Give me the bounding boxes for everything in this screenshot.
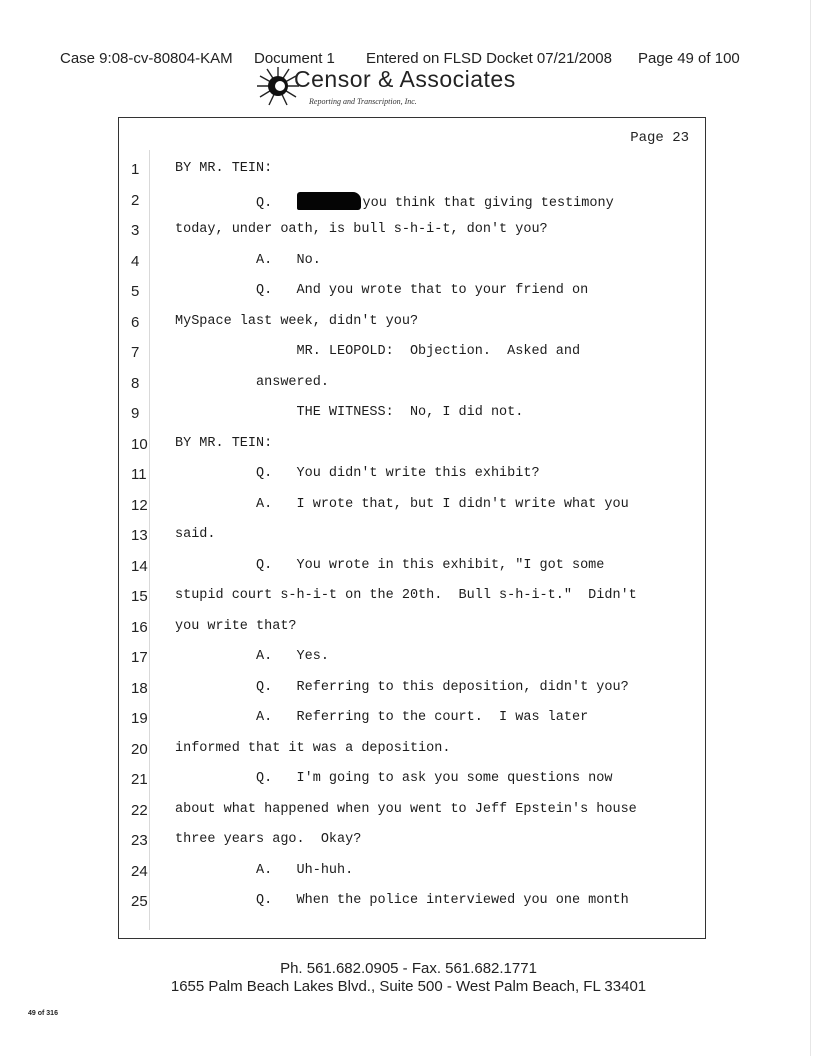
- footer-phone: Ph. 561.682.0905 - Fax. 561.682.1771: [280, 960, 537, 977]
- line-text: informed that it was a deposition.: [175, 740, 451, 756]
- line-number: 8: [131, 374, 140, 392]
- line-number: 20: [131, 740, 148, 758]
- line-text: said.: [175, 527, 216, 542]
- line-number: 23: [131, 832, 148, 849]
- line-text: Q. You wrote in this exhibit, "I got some: [175, 557, 605, 573]
- transcript-line: [119, 436, 705, 460]
- line-number: 12: [131, 496, 148, 514]
- line-text: today, under oath, is bull s-h-i-t, don't you?: [175, 222, 548, 237]
- line-number: 24: [131, 862, 148, 880]
- case-number: Case 9:08-cv-80804-KAM: [60, 50, 233, 67]
- line-text-prefix: Q.: [175, 195, 297, 211]
- transcript-line: [119, 283, 705, 307]
- line-text: MySpace last week, didn't you?: [175, 313, 419, 329]
- transcript-line: [119, 710, 705, 734]
- line-text: answered.: [175, 374, 329, 390]
- line-number: 25: [131, 893, 148, 910]
- line-number: 17: [131, 649, 148, 666]
- line-text: Q. I'm going to ask you some questions now: [175, 771, 613, 786]
- transcript-line: [119, 558, 705, 582]
- line-number: 15: [131, 588, 148, 605]
- line-number: 11: [131, 466, 147, 483]
- line-text: MR. LEOPOLD: Objection. Asked and: [175, 344, 581, 359]
- line-text: A. Yes.: [175, 649, 329, 664]
- line-number: 9: [131, 405, 140, 422]
- transcript-line: [119, 771, 705, 795]
- line-number: 21: [131, 771, 148, 788]
- transcript-line: [119, 466, 705, 490]
- pdf-page-count: 49 of 316: [28, 1010, 58, 1017]
- line-number: 13: [131, 527, 148, 544]
- footer-address: 1655 Palm Beach Lakes Blvd., Suite 500 - West Palm Beach, FL 33401: [170, 978, 647, 995]
- line-text: BY MR. TEIN:: [175, 435, 273, 451]
- line-text: about what happened when you went to Jeff Epstein's house: [175, 801, 637, 817]
- line-text: three years ago. Okay?: [175, 832, 362, 847]
- line-number: 22: [131, 801, 148, 819]
- brand-name: Censor & Associates: [294, 66, 516, 92]
- transcript-line: [119, 680, 705, 704]
- line-text: Q. Referring to this deposition, didn't you?: [175, 679, 629, 695]
- transcript-line: [119, 649, 705, 673]
- line-text: [175, 192, 614, 211]
- transcript-line: [119, 192, 705, 216]
- transcript-line: [119, 253, 705, 277]
- line-number: 16: [131, 618, 148, 636]
- line-text: you write that?: [175, 618, 297, 634]
- transcript-line: [119, 619, 705, 643]
- line-text: BY MR. TEIN:: [175, 161, 273, 176]
- transcript-line: [119, 802, 705, 826]
- transcript-line: [119, 832, 705, 856]
- transcript-page: [118, 117, 706, 939]
- line-text: THE WITNESS: No, I did not.: [175, 405, 524, 420]
- line-number: 18: [131, 679, 148, 697]
- line-number: 6: [131, 313, 140, 331]
- transcript-line: [119, 375, 705, 399]
- document-label: Document 1: [254, 50, 335, 67]
- transcript-line: [119, 405, 705, 429]
- line-number: 14: [131, 557, 148, 575]
- brand-tagline: Reporting and Transcription, Inc.: [309, 97, 417, 106]
- line-number: 3: [131, 222, 140, 239]
- page-edge: [810, 0, 811, 1056]
- transcript-line: [119, 588, 705, 612]
- transcript-line: [119, 893, 705, 917]
- line-text-suffix: you think that giving testimony: [362, 195, 614, 211]
- line-text: A. Uh-huh.: [175, 862, 354, 878]
- transcript-line: [119, 497, 705, 521]
- line-number: 4: [131, 252, 140, 270]
- line-number: 2: [131, 191, 140, 209]
- line-text: Q. And you wrote that to your friend on: [175, 283, 589, 298]
- transcript-line: [119, 314, 705, 338]
- line-text: Q. You didn't write this exhibit?: [175, 466, 540, 481]
- line-number: 10: [131, 435, 148, 453]
- docket-entry: Entered on FLSD Docket 07/21/2008: [366, 50, 612, 67]
- reporter-logo: [256, 66, 576, 106]
- transcript-line: [119, 222, 705, 246]
- transcript-page-number: Page 23: [630, 130, 689, 146]
- line-number: 1: [131, 161, 140, 178]
- redaction-block: [297, 192, 361, 210]
- line-number: 19: [131, 710, 148, 727]
- line-text: A. I wrote that, but I didn't write what you: [175, 496, 629, 512]
- line-text: A. No.: [175, 252, 321, 268]
- line-text: Q. When the police interviewed you one month: [175, 893, 629, 908]
- line-text: stupid court s-h-i-t on the 20th. Bull s-h-i-t." Didn't: [175, 588, 637, 603]
- transcript-line: [119, 527, 705, 551]
- transcript-line: [119, 741, 705, 765]
- page-of-total: Page 49 of 100: [638, 50, 740, 67]
- line-number: 5: [131, 283, 140, 300]
- transcript-line: [119, 161, 705, 185]
- transcript-line: [119, 344, 705, 368]
- line-number: 7: [131, 344, 140, 361]
- line-text: A. Referring to the court. I was later: [175, 710, 589, 725]
- transcript-line: [119, 863, 705, 887]
